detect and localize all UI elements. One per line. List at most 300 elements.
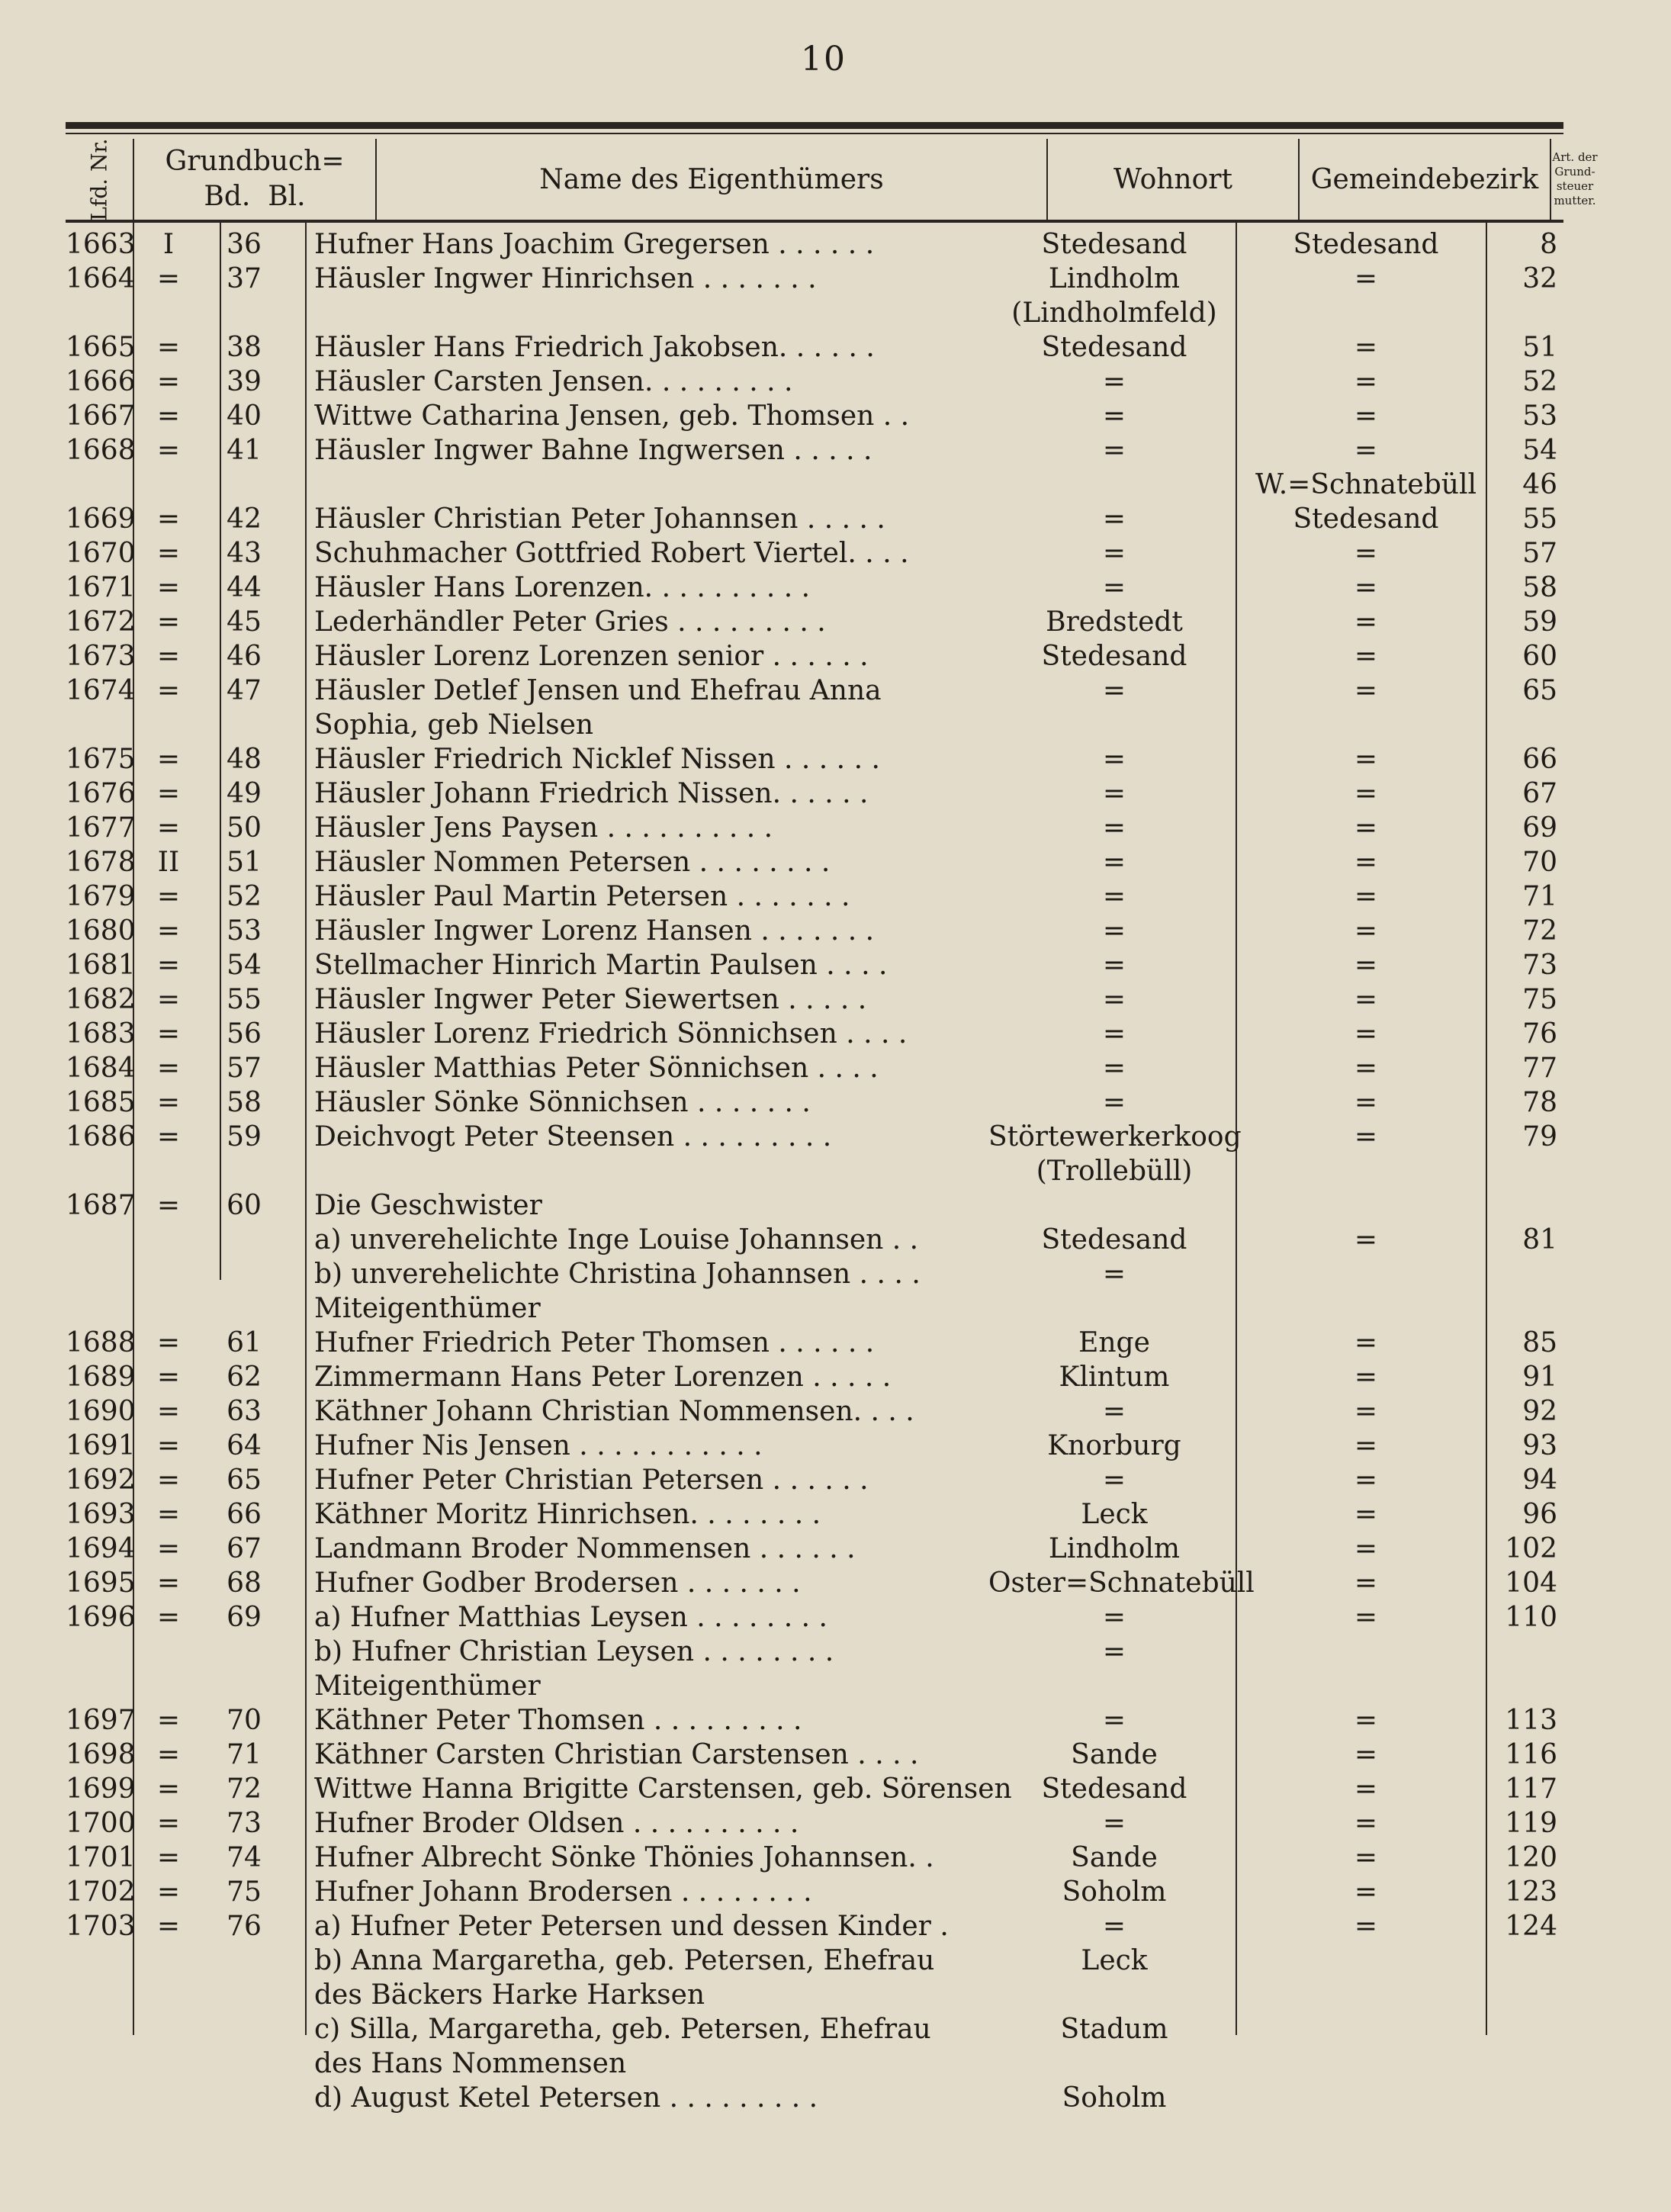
table-row xyxy=(66,1635,1563,1669)
row-owner-name: Häusler Lorenz Lorenzen senior . . . . . . xyxy=(314,641,869,672)
row-blatt: 52 xyxy=(227,881,262,912)
row-owner-name: Hufner Nis Jensen . . . . . . . . . . . xyxy=(314,1430,763,1461)
row-owner-name: Hufner Albrecht Sönke Thönies Johannsen. . xyxy=(314,1842,934,1873)
row-band: = xyxy=(156,778,181,809)
row-owner-name: Käthner Moritz Hinrichsen. . . . . . . . xyxy=(314,1499,821,1530)
row-number: 1703 xyxy=(66,1911,136,1942)
row-blatt: 57 xyxy=(227,1053,262,1084)
row-band: = xyxy=(156,1430,181,1461)
row-blatt: 63 xyxy=(227,1396,262,1427)
row-band: = xyxy=(156,1705,181,1736)
row-number: 1675 xyxy=(66,744,136,775)
row-owner-name: Häusler Carsten Jensen. . . . . . . . . xyxy=(314,366,793,397)
row-owner-name: Hufner Hans Joachim Gregersen . . . . . . xyxy=(314,229,875,260)
table-row xyxy=(66,433,1563,468)
row-artikel: 73 xyxy=(1522,950,1557,981)
row-wohnort: Sande xyxy=(1071,1739,1158,1770)
row-band: = xyxy=(156,984,181,1015)
row-owner-name: Zimmermann Hans Peter Lorenzen . . . . . xyxy=(314,1362,892,1393)
row-wohnort: Klintum xyxy=(1059,1362,1170,1393)
row-band: = xyxy=(156,915,181,947)
top-rule-thin xyxy=(66,133,1563,134)
header-lfd-nr: Lfd. Nr. xyxy=(86,137,112,221)
header-name: Name des Eigenthümers xyxy=(375,139,1046,220)
row-owner-name: Miteigenthümer xyxy=(314,1293,541,1324)
row-gemeindebezirk: = xyxy=(1354,1327,1378,1358)
row-number: 1691 xyxy=(66,1430,136,1461)
row-number: 1694 xyxy=(66,1533,136,1564)
row-artikel: 76 xyxy=(1522,1018,1557,1050)
row-number: 1687 xyxy=(66,1190,136,1221)
table-row xyxy=(66,639,1563,674)
table-row xyxy=(66,1429,1563,1463)
row-owner-name: Hufner Broder Oldsen . . . . . . . . . . xyxy=(314,1808,799,1839)
row-band: = xyxy=(156,1808,181,1839)
row-band: = xyxy=(156,503,181,535)
table-row xyxy=(66,536,1563,571)
row-band: = xyxy=(156,1018,181,1050)
row-artikel: 93 xyxy=(1522,1430,1557,1461)
row-artikel: 32 xyxy=(1522,263,1557,294)
table-row xyxy=(66,1566,1563,1600)
row-number: 1692 xyxy=(66,1464,136,1496)
row-wohnort: Stedesand xyxy=(1041,332,1187,363)
row-wohnort: Stedesand xyxy=(1041,229,1187,260)
row-gemeindebezirk: = xyxy=(1354,1773,1378,1805)
row-owner-name: Sophia, geb Nielsen xyxy=(314,709,594,741)
row-owner-name: Käthner Johann Christian Nommensen. . . . xyxy=(314,1396,914,1427)
row-blatt: 54 xyxy=(227,950,262,981)
row-wohnort: Knorburg xyxy=(1047,1430,1181,1461)
row-artikel: 120 xyxy=(1505,1842,1557,1873)
row-wohnort: Soholm xyxy=(1062,1876,1167,1908)
row-blatt: 74 xyxy=(227,1842,262,1873)
row-wohnort: = xyxy=(1102,1053,1126,1084)
row-wohnort: = xyxy=(1102,778,1126,809)
table-row xyxy=(66,1257,1563,1291)
table-row xyxy=(66,1738,1563,1772)
row-wohnort: = xyxy=(1102,503,1126,535)
row-wohnort: = xyxy=(1102,1018,1126,1050)
table-row xyxy=(66,1772,1563,1806)
row-owner-name: des Hans Nommensen xyxy=(314,2048,627,2079)
row-owner-name: Hufner Peter Christian Petersen . . . . . . xyxy=(314,1464,869,1496)
row-band: = xyxy=(156,435,181,466)
row-number: 1677 xyxy=(66,812,136,844)
row-number: 1690 xyxy=(66,1396,136,1427)
row-wohnort: = xyxy=(1102,1911,1126,1942)
row-owner-name: Landmann Broder Nommensen . . . . . . xyxy=(314,1533,856,1564)
row-blatt: 41 xyxy=(227,435,262,466)
row-wohnort: Lindholm xyxy=(1048,1533,1181,1564)
row-band: II xyxy=(157,847,180,878)
row-artikel: 77 xyxy=(1522,1053,1557,1084)
table-row xyxy=(66,1669,1563,1703)
row-owner-name: Häusler Ingwer Hinrichsen . . . . . . . xyxy=(314,263,817,294)
table-row xyxy=(66,1909,1563,1944)
row-gemeindebezirk: = xyxy=(1354,606,1378,638)
row-owner-name: Häusler Jens Paysen . . . . . . . . . . xyxy=(314,812,773,844)
row-blatt: 38 xyxy=(227,332,262,363)
row-artikel: 116 xyxy=(1505,1739,1557,1770)
row-wohnort: Stedesand xyxy=(1041,1224,1187,1256)
row-gemeindebezirk: = xyxy=(1354,847,1378,878)
row-gemeindebezirk: = xyxy=(1354,1911,1378,1942)
row-wohnort: = xyxy=(1102,1808,1126,1839)
row-owner-name: Häusler Detlef Jensen und Ehefrau Anna xyxy=(314,675,882,706)
row-band: = xyxy=(156,675,181,706)
row-number: 1695 xyxy=(66,1567,136,1599)
row-band: = xyxy=(156,1396,181,1427)
table-row xyxy=(66,914,1563,948)
row-owner-name: Wittwe Catharina Jensen, geb. Thomsen . . xyxy=(314,400,910,432)
row-artikel: 51 xyxy=(1522,332,1557,363)
row-number: 1671 xyxy=(66,572,136,603)
row-wohnort: = xyxy=(1102,572,1126,603)
row-owner-name: Häusler Lorenz Friedrich Sönnichsen . . . . xyxy=(314,1018,908,1050)
row-blatt: 50 xyxy=(227,812,262,844)
row-artikel: 102 xyxy=(1505,1533,1557,1564)
row-artikel: 52 xyxy=(1522,366,1557,397)
row-number: 1693 xyxy=(66,1499,136,1530)
row-owner-name: Käthner Peter Thomsen . . . . . . . . . xyxy=(314,1705,802,1736)
row-gemeindebezirk: = xyxy=(1354,1705,1378,1736)
row-wohnort: = xyxy=(1102,847,1126,878)
row-gemeindebezirk: = xyxy=(1354,332,1378,363)
row-artikel: 57 xyxy=(1522,538,1557,569)
row-number: 1665 xyxy=(66,332,136,363)
table-row xyxy=(66,2081,1563,2115)
row-number: 1669 xyxy=(66,503,136,535)
row-owner-name: b) Anna Margaretha, geb. Petersen, Ehefrau xyxy=(314,1945,935,1976)
table-row xyxy=(66,1120,1563,1154)
row-artikel: 85 xyxy=(1522,1327,1557,1358)
row-blatt: 73 xyxy=(227,1808,262,1839)
row-number: 1685 xyxy=(66,1087,136,1118)
row-blatt: 68 xyxy=(227,1567,262,1599)
row-gemeindebezirk: = xyxy=(1354,1396,1378,1427)
row-gemeindebezirk: = xyxy=(1354,1567,1378,1599)
table-row xyxy=(66,1944,1563,1978)
row-blatt: 61 xyxy=(227,1327,262,1358)
row-blatt: 66 xyxy=(227,1499,262,1530)
row-wohnort: Soholm xyxy=(1062,2082,1167,2114)
row-owner-name: Schuhmacher Gottfried Robert Viertel. . . . xyxy=(314,538,909,569)
row-number: 1680 xyxy=(66,915,136,947)
table-row xyxy=(66,1978,1563,2012)
row-artikel: 110 xyxy=(1505,1602,1557,1633)
row-blatt: 65 xyxy=(227,1464,262,1496)
table-row xyxy=(66,742,1563,776)
table-row xyxy=(66,811,1563,845)
row-number: 1663 xyxy=(66,229,136,260)
row-wohnort: = xyxy=(1102,950,1126,981)
row-gemeindebezirk: = xyxy=(1354,1464,1378,1496)
row-wohnort: (Trollebüll) xyxy=(1036,1156,1193,1187)
row-wohnort: = xyxy=(1102,881,1126,912)
row-owner-name: Hufner Godber Brodersen . . . . . . . xyxy=(314,1567,801,1599)
row-gemeindebezirk: = xyxy=(1354,1499,1378,1530)
row-blatt: 49 xyxy=(227,778,262,809)
row-blatt: 45 xyxy=(227,606,262,638)
row-artikel: 123 xyxy=(1505,1876,1557,1908)
row-number: 1664 xyxy=(66,263,136,294)
row-wohnort: = xyxy=(1102,812,1126,844)
row-owner-name: Häusler Johann Friedrich Nissen. . . . . . xyxy=(314,778,869,809)
row-number: 1697 xyxy=(66,1705,136,1736)
row-band: = xyxy=(156,1121,181,1153)
row-gemeindebezirk: = xyxy=(1354,984,1378,1015)
row-band: = xyxy=(156,1533,181,1564)
row-artikel: 117 xyxy=(1505,1773,1557,1805)
row-blatt: 62 xyxy=(227,1362,262,1393)
row-blatt: 42 xyxy=(227,503,262,535)
header-grundbuch-label: Grundbuch= xyxy=(165,146,345,177)
row-number: 1688 xyxy=(66,1327,136,1358)
table-row xyxy=(66,399,1563,433)
row-gemeindebezirk: = xyxy=(1354,1053,1378,1084)
row-owner-name: Häusler Hans Friedrich Jakobsen. . . . . . xyxy=(314,332,875,363)
row-gemeindebezirk: Stedesand xyxy=(1293,229,1439,260)
row-owner-name: c) Silla, Margaretha, geb. Petersen, Ehefrau xyxy=(314,2014,931,2045)
row-wohnort: = xyxy=(1102,1087,1126,1118)
row-number: 1686 xyxy=(66,1121,136,1153)
row-blatt: 75 xyxy=(227,1876,262,1908)
row-owner-name: des Bäckers Harke Harksen xyxy=(314,1979,705,2011)
row-artikel: 67 xyxy=(1522,778,1557,809)
row-band: I xyxy=(162,229,175,260)
row-owner-name: Die Geschwister xyxy=(314,1190,542,1221)
row-number: 1672 xyxy=(66,606,136,638)
header-bl: Bl. xyxy=(268,181,306,212)
row-number: 1700 xyxy=(66,1808,136,1839)
row-artikel: 104 xyxy=(1505,1567,1557,1599)
row-wohnort: = xyxy=(1102,1636,1126,1667)
row-gemeindebezirk: = xyxy=(1354,915,1378,947)
row-number: 1670 xyxy=(66,538,136,569)
header-art: Art. der Grund- steuer mutter. xyxy=(1550,139,1599,220)
row-owner-name: b) Hufner Christian Leysen . . . . . . . . xyxy=(314,1636,834,1667)
table-row xyxy=(66,1703,1563,1738)
row-gemeindebezirk: = xyxy=(1354,366,1378,397)
row-artikel: 65 xyxy=(1522,675,1557,706)
table-row xyxy=(66,708,1563,742)
row-gemeindebezirk: = xyxy=(1354,435,1378,466)
table-row xyxy=(66,262,1563,296)
row-wohnort: = xyxy=(1102,984,1126,1015)
row-owner-name: Häusler Nommen Petersen . . . . . . . . xyxy=(314,847,831,878)
row-gemeindebezirk: = xyxy=(1354,675,1378,706)
row-band: = xyxy=(156,744,181,775)
row-gemeindebezirk: = xyxy=(1354,1224,1378,1256)
row-owner-name: Käthner Carsten Christian Carstensen . . . . xyxy=(314,1739,919,1770)
row-artikel: 79 xyxy=(1522,1121,1557,1153)
row-wohnort: = xyxy=(1102,400,1126,432)
row-gemeindebezirk: Stedesand xyxy=(1293,503,1439,535)
row-blatt: 64 xyxy=(227,1430,262,1461)
row-gemeindebezirk: = xyxy=(1354,812,1378,844)
row-blatt: 48 xyxy=(227,744,262,775)
top-rule xyxy=(66,122,1563,129)
table-row xyxy=(66,1154,1563,1188)
table-row xyxy=(66,1326,1563,1360)
table-row xyxy=(66,674,1563,708)
row-gemeindebezirk: = xyxy=(1354,1018,1378,1050)
row-owner-name: a) unverehelichte Inge Louise Johannsen . . xyxy=(314,1224,919,1256)
row-wohnort: = xyxy=(1102,744,1126,775)
table-row xyxy=(66,2012,1563,2046)
row-owner-name: Stellmacher Hinrich Martin Paulsen . . . . xyxy=(314,950,888,981)
row-blatt: 56 xyxy=(227,1018,262,1050)
table-row xyxy=(66,1875,1563,1909)
row-gemeindebezirk: = xyxy=(1354,1087,1378,1118)
row-artikel: 54 xyxy=(1522,435,1557,466)
row-number: 1701 xyxy=(66,1842,136,1873)
row-gemeindebezirk: = xyxy=(1354,744,1378,775)
header-wohnort: Wohnort xyxy=(1046,139,1298,220)
row-blatt: 67 xyxy=(227,1533,262,1564)
row-wohnort: Leck xyxy=(1081,1499,1148,1530)
row-owner-name: Deichvogt Peter Steensen . . . . . . . . . xyxy=(314,1121,832,1153)
row-gemeindebezirk: = xyxy=(1354,1362,1378,1393)
table-header xyxy=(66,137,1598,223)
table-row xyxy=(66,330,1563,365)
row-owner-name: Hufner Friedrich Peter Thomsen . . . . . . xyxy=(314,1327,875,1358)
row-owner-name: Häusler Ingwer Bahne Ingwersen . . . . . xyxy=(314,435,872,466)
row-band: = xyxy=(156,1602,181,1633)
row-gemeindebezirk: = xyxy=(1354,641,1378,672)
row-owner-name: Miteigenthümer xyxy=(314,1670,541,1702)
row-wohnort: Bredstedt xyxy=(1046,606,1183,638)
row-number: 1689 xyxy=(66,1362,136,1393)
row-wohnort: = xyxy=(1102,1259,1126,1290)
row-owner-name: Häusler Hans Lorenzen. . . . . . . . . . xyxy=(314,572,811,603)
row-artikel: 94 xyxy=(1522,1464,1557,1496)
table-row xyxy=(66,468,1563,502)
row-gemeindebezirk: = xyxy=(1354,572,1378,603)
row-band: = xyxy=(156,366,181,397)
row-blatt: 59 xyxy=(227,1121,262,1153)
header-grundbuch xyxy=(133,139,375,220)
row-number: 1699 xyxy=(66,1773,136,1805)
row-artikel: 70 xyxy=(1522,847,1557,878)
row-wohnort: = xyxy=(1102,538,1126,569)
row-wohnort: Lindholm xyxy=(1048,263,1181,294)
table-row xyxy=(66,1394,1563,1429)
row-gemeindebezirk: = xyxy=(1354,881,1378,912)
row-wohnort: Sande xyxy=(1071,1842,1158,1873)
table-row xyxy=(66,365,1563,399)
row-gemeindebezirk: W.=Schnatebüll xyxy=(1255,469,1477,500)
row-artikel: 81 xyxy=(1522,1224,1557,1256)
row-wohnort: = xyxy=(1102,1396,1126,1427)
row-wohnort: = xyxy=(1102,675,1126,706)
row-owner-name: Häusler Sönke Sönnichsen . . . . . . . xyxy=(314,1087,811,1118)
row-owner-name: Lederhändler Peter Gries . . . . . . . . . xyxy=(314,606,826,638)
table-row xyxy=(66,571,1563,605)
table-row xyxy=(66,1291,1563,1326)
row-blatt: 71 xyxy=(227,1739,262,1770)
row-blatt: 58 xyxy=(227,1087,262,1118)
row-artikel: 53 xyxy=(1522,400,1557,432)
table-row xyxy=(66,502,1563,536)
row-gemeindebezirk: = xyxy=(1354,400,1378,432)
row-blatt: 40 xyxy=(227,400,262,432)
row-artikel: 113 xyxy=(1505,1705,1557,1736)
row-wohnort: Stadum xyxy=(1060,2014,1168,2045)
row-wohnort: Oster=Schnatebüll xyxy=(988,1567,1255,1599)
row-number: 1682 xyxy=(66,984,136,1015)
table-row xyxy=(66,227,1563,262)
row-band: = xyxy=(156,1053,181,1084)
table-row xyxy=(66,1085,1563,1120)
table-row xyxy=(66,1188,1563,1223)
row-number: 1681 xyxy=(66,950,136,981)
row-band: = xyxy=(156,1876,181,1908)
row-wohnort: = xyxy=(1102,915,1126,947)
row-artikel: 75 xyxy=(1522,984,1557,1015)
row-owner-name: Wittwe Hanna Brigitte Carstensen, geb. Sörensen xyxy=(314,1773,1012,1805)
row-band: = xyxy=(156,950,181,981)
row-band: = xyxy=(156,1190,181,1221)
row-number: 1696 xyxy=(66,1602,136,1633)
row-gemeindebezirk: = xyxy=(1354,263,1378,294)
row-blatt: 47 xyxy=(227,675,262,706)
header-gemeindebezirk: Gemeindebezirk xyxy=(1298,139,1550,220)
row-blatt: 53 xyxy=(227,915,262,947)
table-row xyxy=(66,605,1563,639)
table-row xyxy=(66,1051,1563,1085)
header-bd-bl xyxy=(204,179,305,214)
row-artikel: 46 xyxy=(1522,469,1557,500)
row-artikel: 8 xyxy=(1540,229,1557,260)
row-owner-name: Hufner Johann Brodersen . . . . . . . . xyxy=(314,1876,812,1908)
row-artikel: 124 xyxy=(1505,1911,1557,1942)
row-band: = xyxy=(156,1499,181,1530)
row-number: 1679 xyxy=(66,881,136,912)
table-row xyxy=(66,1497,1563,1532)
row-band: = xyxy=(156,400,181,432)
table-row xyxy=(66,1806,1563,1841)
row-artikel: 55 xyxy=(1522,503,1557,535)
row-band: = xyxy=(156,641,181,672)
row-wohnort: = xyxy=(1102,1705,1126,1736)
table-row xyxy=(66,1017,1563,1051)
table-row xyxy=(66,879,1563,914)
row-artikel: 69 xyxy=(1522,812,1557,844)
row-wohnort: Stedesand xyxy=(1041,641,1187,672)
row-gemeindebezirk: = xyxy=(1354,1739,1378,1770)
row-blatt: 51 xyxy=(227,847,262,878)
row-wohnort: (Lindholmfeld) xyxy=(1011,297,1217,329)
table-row xyxy=(66,296,1563,330)
row-wohnort: = xyxy=(1102,1602,1126,1633)
row-wohnort: = xyxy=(1102,366,1126,397)
row-owner-name: Häusler Ingwer Peter Siewertsen . . . . . xyxy=(314,984,867,1015)
row-band: = xyxy=(156,1911,181,1942)
row-band: = xyxy=(156,332,181,363)
row-owner-name: Häusler Christian Peter Johannsen . . . . . xyxy=(314,503,885,535)
row-wohnort: Störtewerkerkoog xyxy=(988,1121,1242,1153)
row-band: = xyxy=(156,1327,181,1358)
row-artikel: 72 xyxy=(1522,915,1557,947)
row-number: 1698 xyxy=(66,1739,136,1770)
row-gemeindebezirk: = xyxy=(1354,1121,1378,1153)
row-number: 1678 xyxy=(66,847,136,878)
row-number: 1674 xyxy=(66,675,136,706)
row-artikel: 92 xyxy=(1522,1396,1557,1427)
row-gemeindebezirk: = xyxy=(1354,1602,1378,1633)
